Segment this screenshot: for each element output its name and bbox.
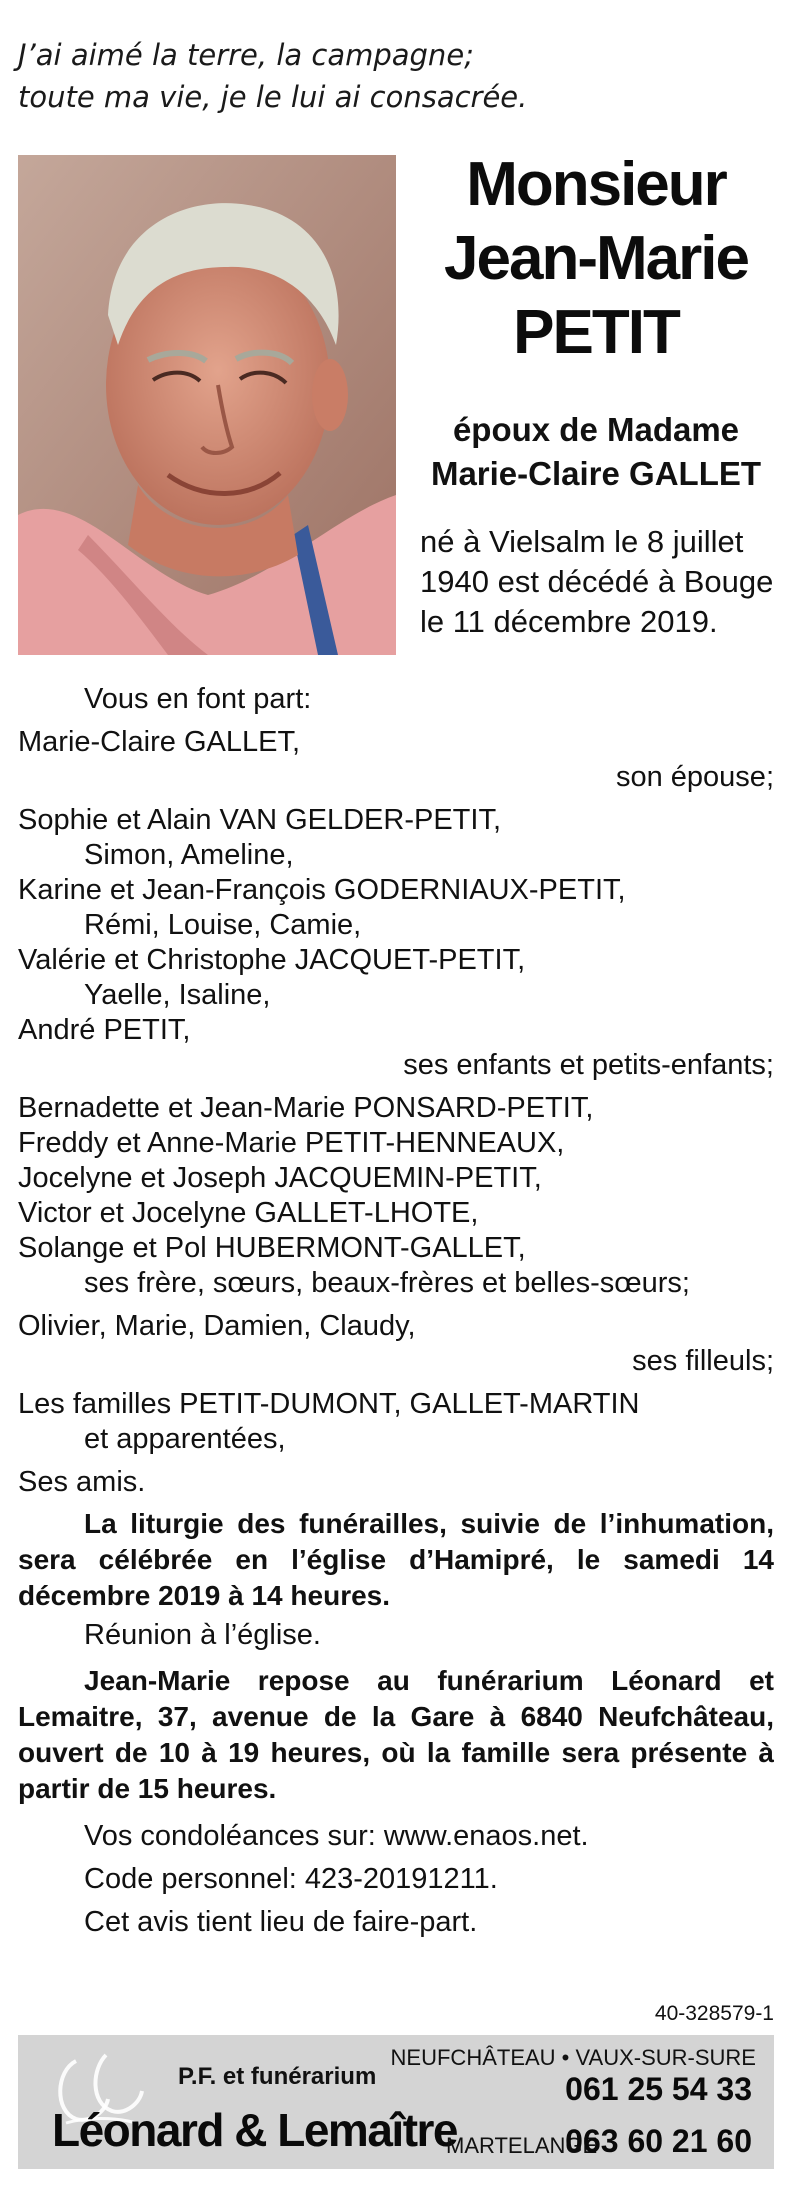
code-line: Code personnel: 423-20191211.: [84, 1863, 498, 1895]
family-line: Olivier, Marie, Damien, Claudy,: [18, 1310, 416, 1342]
family-line: André PETIT,: [18, 1014, 191, 1046]
relation-line: ses frère, sœurs, beaux-frères et belles-sœurs;: [84, 1267, 690, 1299]
portrait-photo: [18, 155, 396, 655]
family-line: Freddy et Anne-Marie PETIT-HENNEAUX,: [18, 1127, 565, 1159]
family-line: Victor et Jocelyne GALLET-LHOTE,: [18, 1197, 479, 1229]
locations-primary: NEUFCHÂTEAU • VAUX-SUR-SURE: [390, 2045, 756, 2070]
family-line: et apparentées,: [84, 1423, 286, 1455]
funeral-details: La liturgie des funérailles, suivie de l’inhumation, sera célébrée en l’église d’Hamipré, le samedi 14 décembre 2019 à 14 heures.: [18, 1508, 774, 1611]
relation-line: ses filleuls;: [632, 1345, 774, 1377]
family-line: Sophie et Alain VAN GELDER-PETIT,: [18, 804, 502, 836]
condolences-line: Vos condoléances sur: www.enaos.net.: [84, 1820, 589, 1852]
family-line: Simon, Ameline,: [84, 839, 294, 871]
born-line: né à Vielsalm le 8 juillet: [420, 524, 744, 559]
notice-line: Cet avis tient lieu de faire-part.: [84, 1906, 478, 1938]
last-name: PETIT: [513, 298, 679, 367]
deceased-name: [418, 148, 774, 370]
phone-secondary: 063 60 21 60: [565, 2123, 752, 2159]
intro-line: Vous en font part:: [84, 683, 312, 715]
family-line: Les familles PETIT-DUMONT, GALLET-MARTIN: [18, 1388, 640, 1420]
epitaph-quote: [18, 34, 758, 118]
family-line: Marie-Claire GALLET,: [18, 726, 301, 758]
spouse-line: Marie-Claire GALLET: [430, 455, 762, 492]
reference-number: 40-328579-1: [654, 2002, 774, 2025]
birth-death-info: [420, 522, 780, 642]
family-line: Yaelle, Isaline,: [84, 979, 271, 1011]
family-line: Bernadette et Jean-Marie PONSARD-PETIT,: [18, 1092, 594, 1124]
family-line: Solange et Pol HUBERMONT-GALLET,: [18, 1232, 526, 1264]
funeral-home-banner: [18, 2035, 774, 2169]
announcement-body: [18, 682, 774, 1940]
location-secondary: MARTELANGE: [446, 2133, 598, 2158]
family-line: Valérie et Christophe JACQUET-PETIT,: [18, 944, 526, 976]
spouse-line: époux de Madame: [452, 411, 740, 448]
quote-line: J’ai aimé la terre, la campagne;: [18, 38, 474, 72]
spouse-info: [418, 408, 774, 496]
family-line: Rémi, Louise, Camie,: [84, 909, 362, 941]
born-line: le 11 décembre 2019.: [420, 604, 718, 639]
honorific: Monsieur: [466, 150, 726, 219]
family-line: Ses amis.: [18, 1466, 146, 1498]
funerarium-details: Jean-Marie repose au funérarium Léonard et Lemaitre, 37, avenue de la Gare à 6840 Neufchâteau, ouvert de 10 à 19 heures, où la famille sera présente à partir de 15 heures.: [18, 1665, 774, 1804]
relation-line: ses enfants et petits-enfants;: [403, 1049, 774, 1081]
first-name: Jean-Marie: [444, 224, 748, 293]
family-line: Karine et Jean-François GODERNIAUX-PETIT,: [18, 874, 626, 906]
company-name: Léonard & Lemaître: [52, 2104, 457, 2156]
meeting-line: Réunion à l’église.: [84, 1619, 321, 1651]
pf-label: P.F. et funérarium: [178, 2063, 377, 2090]
family-line: Jocelyne et Joseph JACQUEMIN-PETIT,: [18, 1162, 542, 1194]
born-line: 1940 est décédé à Bouge: [420, 564, 774, 599]
quote-line: toute ma vie, je le lui ai consacrée.: [18, 80, 528, 114]
relation-line: son épouse;: [615, 761, 774, 793]
phone-primary: 061 25 54 33: [565, 2071, 752, 2107]
